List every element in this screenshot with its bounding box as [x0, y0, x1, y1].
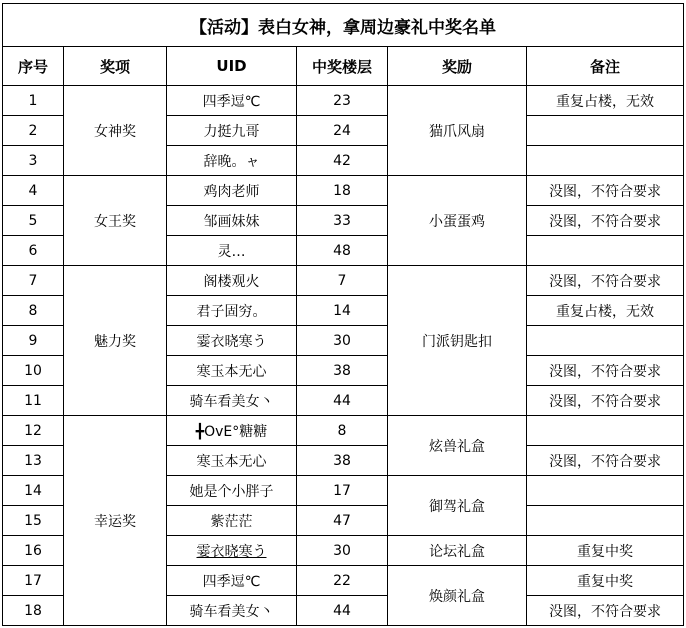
- table-row: [3, 266, 684, 296]
- uid-cell: 霎衣晓寒う: [167, 326, 297, 356]
- header-note: 备注: [527, 47, 684, 86]
- row-number: 3: [3, 146, 64, 176]
- row-number: 5: [3, 206, 64, 236]
- table-row: [3, 86, 684, 116]
- uid-cell: 寒玉本无心: [167, 356, 297, 386]
- header-uid: UID: [167, 47, 297, 86]
- floor-cell: 14: [297, 296, 388, 326]
- header-prize: 奖励: [388, 47, 527, 86]
- row-number: 18: [3, 596, 64, 626]
- floor-cell: 7: [297, 266, 388, 296]
- floor-cell: 48: [297, 236, 388, 266]
- prize-beauty-box: 焕颜礼盒: [388, 566, 527, 626]
- uid-cell: 四季逗℃: [167, 86, 297, 116]
- note-cell: 没图，不符合要求: [527, 356, 684, 386]
- row-number: 9: [3, 326, 64, 356]
- header-floor: 中奖楼层: [297, 47, 388, 86]
- uid-cell: 寒玉本无心: [167, 446, 297, 476]
- winners-table: [2, 3, 684, 626]
- table-row: [3, 176, 684, 206]
- uid-cell: 鸡肉老师: [167, 176, 297, 206]
- floor-cell: 30: [297, 326, 388, 356]
- uid-cell: 紫茫茫: [167, 506, 297, 536]
- floor-cell: 44: [297, 386, 388, 416]
- note-cell: 没图，不符合要求: [527, 386, 684, 416]
- note-cell: 没图，不符合要求: [527, 596, 684, 626]
- uid-cell: 骑车看美女丶: [167, 596, 297, 626]
- row-number: 6: [3, 236, 64, 266]
- row-number: 13: [3, 446, 64, 476]
- note-cell: 重复占楼，无效: [527, 296, 684, 326]
- note-cell: 重复中奖: [527, 536, 684, 566]
- row-number: 17: [3, 566, 64, 596]
- prize-beast-box: 炫兽礼盒: [388, 416, 527, 476]
- row-number: 15: [3, 506, 64, 536]
- floor-cell: 30: [297, 536, 388, 566]
- row-number: 11: [3, 386, 64, 416]
- award-lucky: 幸运奖: [64, 416, 167, 626]
- header-award: 奖项: [64, 47, 167, 86]
- floor-cell: 47: [297, 506, 388, 536]
- note-cell: 重复占楼，无效: [527, 86, 684, 116]
- header-row: [3, 47, 684, 86]
- note-cell: 没图，不符合要求: [527, 446, 684, 476]
- uid-cell: 她是个小胖子: [167, 476, 297, 506]
- award-goddess: 女神奖: [64, 86, 167, 176]
- uid-cell: ╋OvE°糖糖: [167, 416, 297, 446]
- table-title: 【活动】表白女神，拿周边豪礼中奖名单: [3, 4, 684, 47]
- prize-royal-box: 御驾礼盒: [388, 476, 527, 536]
- uid-cell: 骑车看美女丶: [167, 386, 297, 416]
- note-cell: [527, 476, 684, 506]
- row-number: 10: [3, 356, 64, 386]
- uid-cell: 邹画妹妹: [167, 206, 297, 236]
- uid-cell: 力挺九哥: [167, 116, 297, 146]
- uid-cell: 君子固穷。: [167, 296, 297, 326]
- row-number: 7: [3, 266, 64, 296]
- award-charm: 魅力奖: [64, 266, 167, 416]
- row-number: 16: [3, 536, 64, 566]
- floor-cell: 24: [297, 116, 388, 146]
- header-no: 序号: [3, 47, 64, 86]
- note-cell: 没图，不符合要求: [527, 266, 684, 296]
- row-number: 14: [3, 476, 64, 506]
- floor-cell: 44: [297, 596, 388, 626]
- prize-egg-chicken: 小蛋蛋鸡: [388, 176, 527, 266]
- note-cell: [527, 146, 684, 176]
- prize-keychain: 门派钥匙扣: [388, 266, 527, 416]
- uid-cell: 四季逗℃: [167, 566, 297, 596]
- row-number: 2: [3, 116, 64, 146]
- note-cell: [527, 416, 684, 446]
- uid-cell: 灵…: [167, 236, 297, 266]
- row-number: 1: [3, 86, 64, 116]
- uid-cell: [167, 536, 297, 566]
- uid-cell: 阁楼观火: [167, 266, 297, 296]
- uid-cell: 辞晚。ャ: [167, 146, 297, 176]
- floor-cell: 22: [297, 566, 388, 596]
- note-cell: [527, 116, 684, 146]
- floor-cell: 42: [297, 146, 388, 176]
- table-row: [3, 416, 684, 446]
- prize-forum-box: 论坛礼盒: [388, 536, 527, 566]
- floor-cell: 38: [297, 356, 388, 386]
- floor-cell: 38: [297, 446, 388, 476]
- note-cell: 没图，不符合要求: [527, 176, 684, 206]
- note-cell: [527, 506, 684, 536]
- note-cell: [527, 236, 684, 266]
- floor-cell: 23: [297, 86, 388, 116]
- floor-cell: 18: [297, 176, 388, 206]
- prize-cat-paw-fan: 猫爪风扇: [388, 86, 527, 176]
- row-number: 8: [3, 296, 64, 326]
- row-number: 12: [3, 416, 64, 446]
- floor-cell: 33: [297, 206, 388, 236]
- award-queen: 女王奖: [64, 176, 167, 266]
- row-number: 4: [3, 176, 64, 206]
- floor-cell: 17: [297, 476, 388, 506]
- note-cell: 没图，不符合要求: [527, 206, 684, 236]
- floor-cell: 8: [297, 416, 388, 446]
- note-cell: [527, 326, 684, 356]
- uid-text: 霎衣晓寒う: [196, 543, 267, 560]
- note-cell: 重复中奖: [527, 566, 684, 596]
